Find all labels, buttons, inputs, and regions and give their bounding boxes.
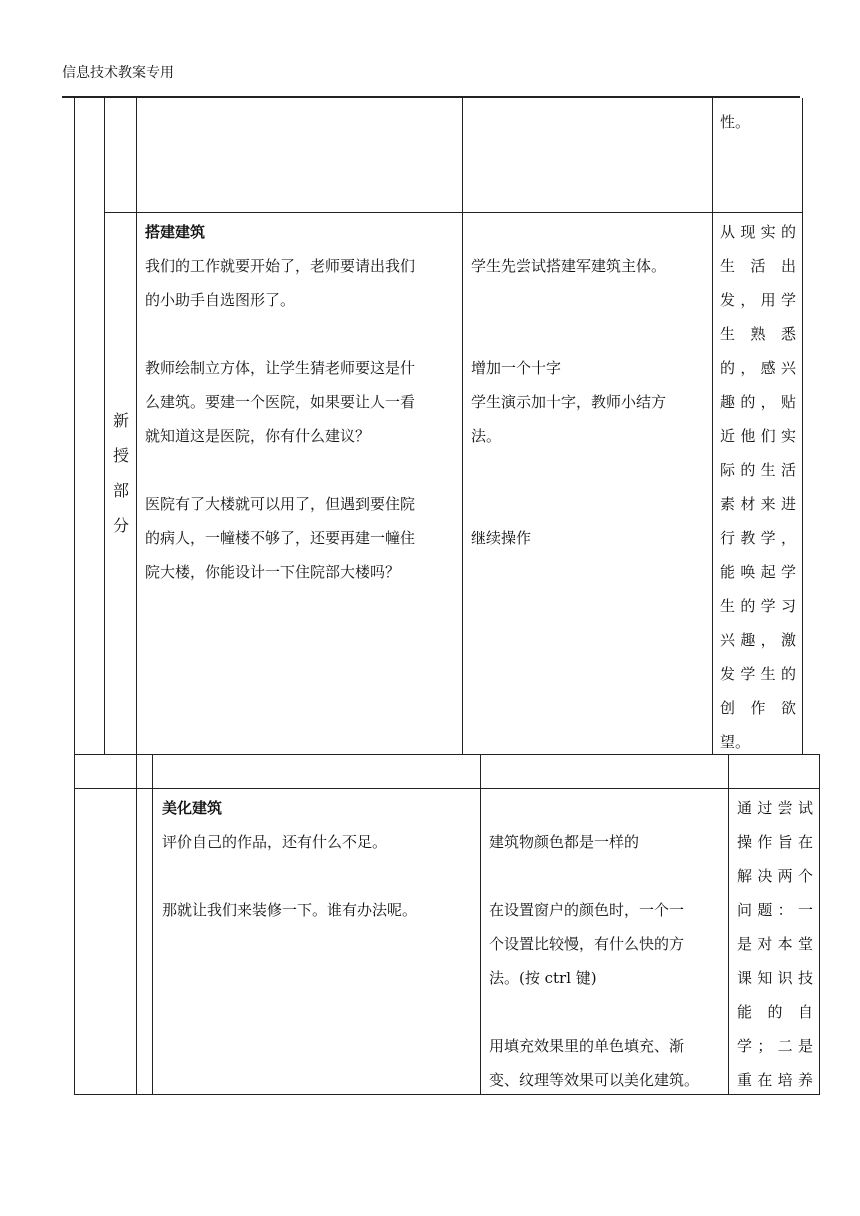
text-line: 个设置比较慢，有什么快的方 — [489, 935, 685, 953]
text-line: 学；二是 — [737, 1037, 813, 1055]
text-line: 的，感兴 — [720, 359, 796, 377]
text-line: 创 作 欲 — [720, 699, 796, 717]
text-line: 在设置窗户的颜色时，一个一 — [489, 901, 685, 919]
text-line: 是对本堂 — [737, 935, 813, 953]
text-line: 的病人，一幢楼不够了，还要再建一幢住 — [145, 529, 416, 547]
t1-row1-purpose: 性。 — [720, 113, 751, 131]
t2-border-top — [74, 754, 820, 755]
text-line: 学生演示加十字，教师小结方 — [471, 393, 667, 411]
t2-student-activity — [489, 825, 723, 1097]
text-line: 变、纹理等效果可以美化建筑。 — [489, 1071, 700, 1089]
text-line: 生的学习 — [720, 597, 796, 615]
text-line: 院大楼，你能设计一下住院部大楼吗？ — [145, 563, 401, 581]
text-line: 近他们实 — [720, 427, 796, 445]
t1-design-purpose — [720, 215, 796, 759]
t1-student-activity — [471, 249, 707, 555]
text-line: 重在培养 — [737, 1071, 813, 1089]
text-line: 操作旨在 — [737, 833, 813, 851]
t1-row-divider — [104, 212, 802, 213]
text-line: 学生先尝试搭建军建筑主体。 — [471, 257, 667, 275]
section-label-char: 分 — [112, 516, 129, 535]
text-line: 兴趣，激 — [720, 631, 796, 649]
text-line: 课知识技 — [737, 969, 813, 987]
section-label-char: 授 — [112, 446, 129, 465]
text-line: 能唤起学 — [720, 563, 796, 581]
text-line: 素材来进 — [720, 495, 796, 513]
t1-border-left — [74, 98, 75, 754]
text-line: 增加一个十字 — [471, 359, 562, 377]
text-line: 就知道这是医院，你有什么建议？ — [145, 427, 371, 445]
text-line: 际的生活 — [720, 461, 796, 479]
section-label — [110, 403, 132, 543]
t2-border-left — [74, 754, 75, 1095]
t2-border-col4 — [728, 754, 729, 1095]
t1-border-col2 — [136, 98, 137, 754]
text-line: 我们的工作就要开始了，老师要请出我们 — [145, 257, 416, 275]
text-line: 趣的，贴 — [720, 393, 796, 411]
text-line: 那就让我们来装修一下。谁有办法呢。 — [162, 901, 418, 919]
text-line: 的小助手自选图形了。 — [145, 291, 296, 309]
text-line: 么建筑。要建一个医院，如果要让人一看 — [145, 393, 416, 411]
t2-design-purpose — [737, 791, 813, 1097]
text-line: 发学生的 — [720, 665, 796, 683]
text-line: 通过尝试 — [737, 799, 813, 817]
text-line: 能 的 自 — [737, 1003, 813, 1021]
t1-border-col4 — [712, 98, 713, 754]
t2-border-right — [819, 754, 820, 1095]
t2-row-divider — [74, 788, 820, 789]
text-line: 法。(按 ctrl 键) — [489, 969, 597, 987]
text-line: 问题：一 — [737, 901, 813, 919]
text-line: 解决两个 — [737, 867, 813, 885]
section-label-char: 部 — [112, 481, 129, 500]
header-rule — [62, 96, 800, 98]
section-label-char: 新 — [112, 411, 129, 430]
document-header: 信息技术教案专用 — [62, 65, 174, 81]
t1-border-right — [802, 98, 803, 754]
text-line: 发，用学 — [720, 291, 796, 309]
activity-heading: 搭建建筑 — [145, 223, 206, 241]
t2-border-col1 — [136, 754, 137, 1095]
t1-border-col3 — [462, 98, 463, 754]
text-line: 法。 — [471, 427, 502, 445]
text-line: 行教学， — [720, 529, 796, 547]
text-line: 建筑物颜色都是一样的 — [489, 833, 640, 851]
activity-heading: 美化建筑 — [162, 799, 223, 817]
t2-border-col3 — [480, 754, 481, 1095]
t1-border-col1 — [104, 98, 105, 754]
text-line: 医院有了大楼就可以用了，但遇到要住院 — [145, 495, 416, 513]
text-line: 生 熟 悉 — [720, 325, 796, 343]
text-line: 用填充效果里的单色填充、渐 — [489, 1037, 685, 1055]
text-line: 继续操作 — [471, 529, 532, 547]
t2-border-col2 — [152, 754, 153, 1095]
text-line: 生 活 出 — [720, 257, 796, 275]
text-line: 望。 — [720, 733, 751, 751]
text-line: 评价自己的作品，还有什么不足。 — [162, 833, 388, 851]
text-line: 从现实的 — [720, 223, 796, 241]
t2-teacher-activity — [162, 791, 474, 927]
text-line: 教师绘制立方体，让学生猜老师要这是什 — [145, 359, 416, 377]
t1-teacher-activity — [145, 215, 457, 589]
